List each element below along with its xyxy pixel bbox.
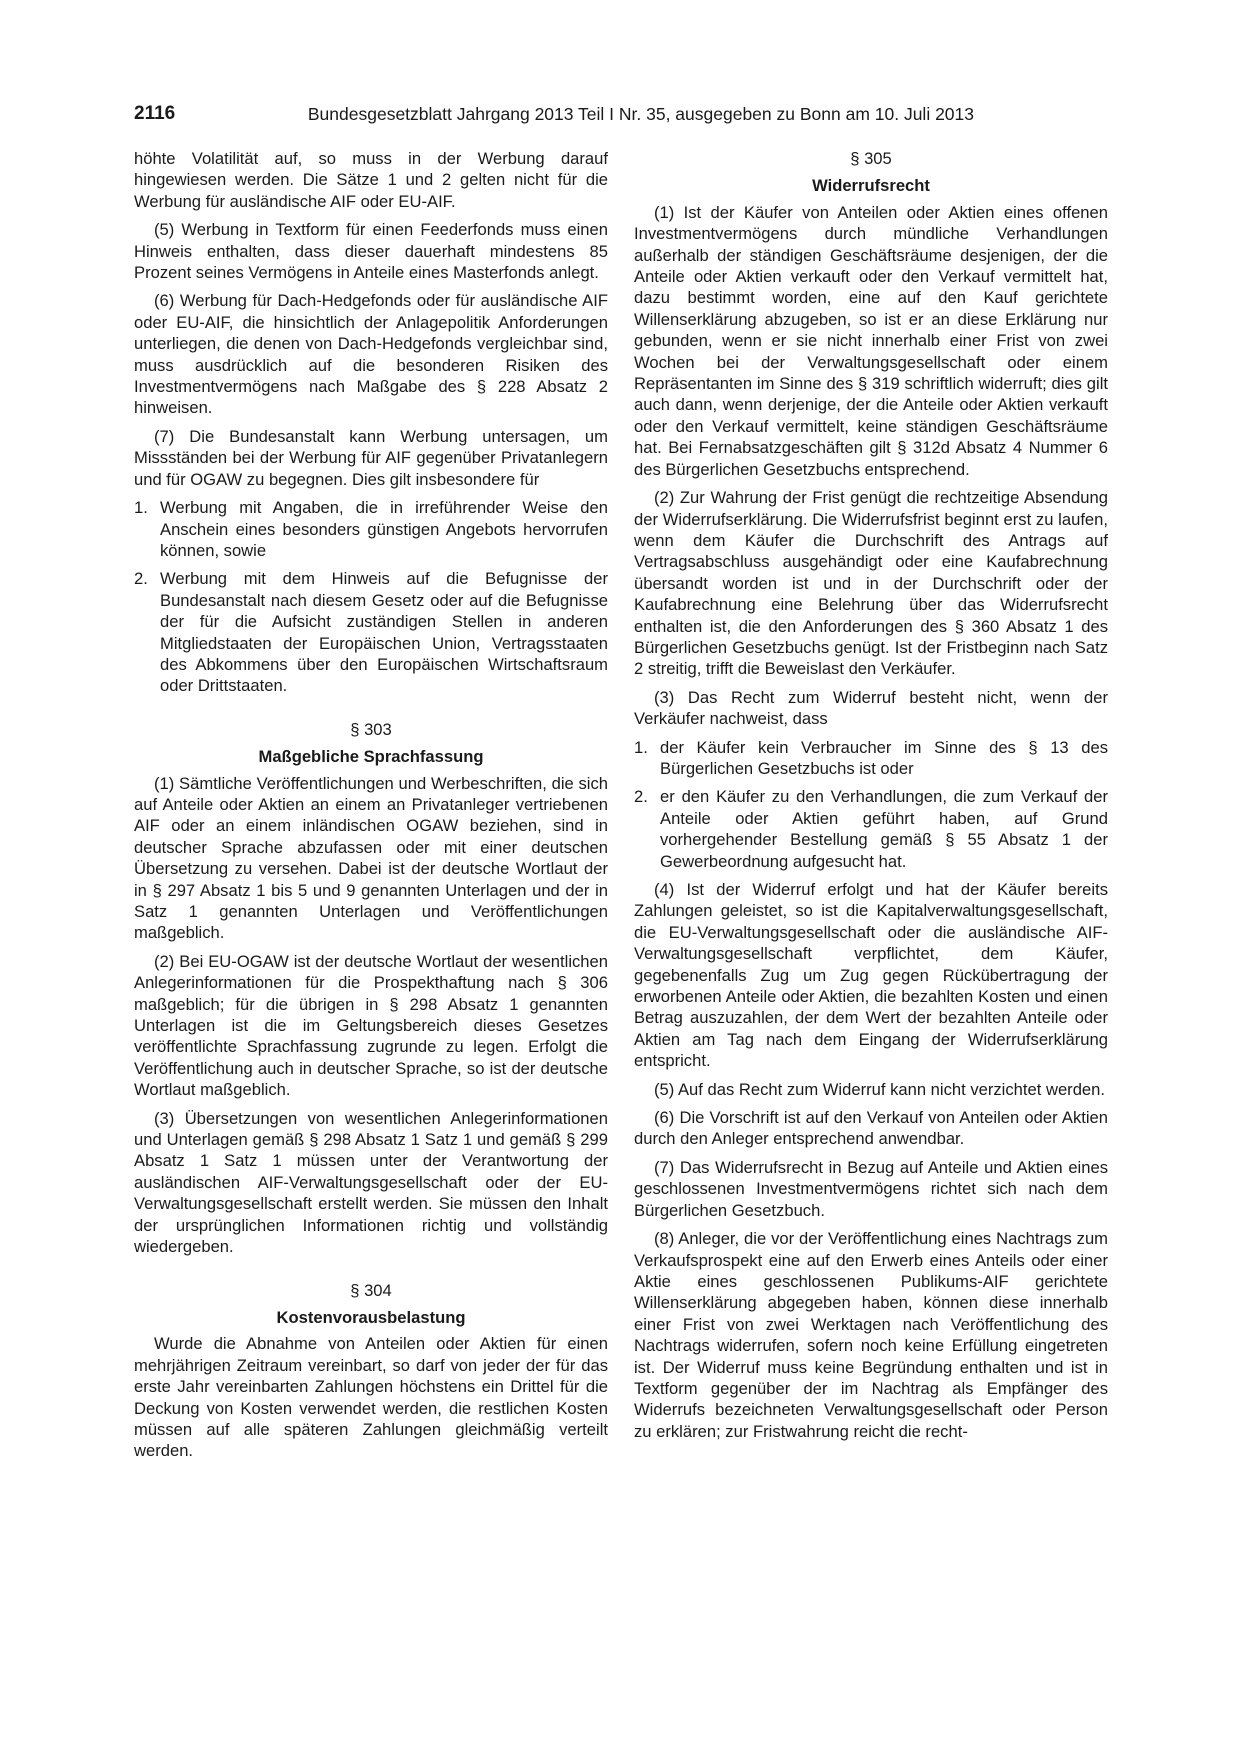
paragraph: (5) Werbung in Textform für einen Feederfonds muss einen Hinweis enthalten, dass dieser dauerhaft mindestens 85 Prozent seines Vermögens in Anteile eines Masterfonds anlegt.	[134, 220, 608, 283]
right-column	[634, 148, 1108, 1449]
paragraph: (1) Sämtliche Veröffentlichungen und Werbeschriften, die sich auf Anteile oder Aktien an einem an Privatanleger vertriebenen AIF oder an einem inländischen OGAW beziehen, sind in deutscher Sprache abzufassen oder mit einer deutschen Übersetzung zu versehen. Dabei ist der deutsche Wortlaut der in § 297 Absatz 1 bis 5 und 9 genannten Unterlagen und der in Satz 1 genannten Unterlagen und Veröffentlichungen maßgeblich.	[134, 773, 608, 943]
section-number: § 303	[350, 719, 392, 739]
page-header	[134, 100, 974, 128]
list-item	[634, 786, 1108, 872]
enumerated-list	[634, 737, 1108, 872]
section-number: § 304	[350, 1280, 392, 1300]
section-title: Kostenvorausbelastung	[276, 1307, 466, 1327]
list-text: der Käufer kein Verbraucher im Sinne des § 13 des Bürgerlichen Gesetzbuchs ist oder	[660, 737, 1108, 778]
paragraph: (7) Die Bundesanstalt kann Werbung untersagen, um Missständen bei der Werbung für AIF gegenüber Privatanlegern und für OGAW zu begegnen. Dies gilt insbesondere für	[134, 426, 608, 489]
list-text: Werbung mit Angaben, die in irreführender Weise den Anschein eines besonders günstigen Angebots hervorrufen können, sowie	[160, 498, 608, 560]
paragraph: (7) Das Widerrufsrecht in Bezug auf Anteile und Aktien eines geschlossenen Investmentvermögens richtet sich nach dem Bürgerlichen Gesetzbuch.	[634, 1157, 1108, 1220]
list-text: er den Käufer zu den Verhandlungen, die zum Verkauf der Anteile oder Aktien geführt haben, auf Grund vorhergehender Bestellung gemäß § 55 Absatz 1 der Gewerbeordnung aufgesucht hat.	[660, 787, 1108, 871]
header-title: Bundesgesetzblatt Jahrgang 2013 Teil I Nr. 35, ausgegeben zu Bonn am 10. Juli 2013	[307, 104, 974, 124]
list-item	[134, 497, 608, 561]
list-item	[634, 737, 1108, 780]
paragraph: (4) Ist der Widerruf erfolgt und hat der Käufer bereits Zahlungen geleistet, so ist die Kapitalverwaltungsgesellschaft, die EU-Verwaltungsgesellschaft oder die ausländische AIF-Verwaltungsgesellschaft verpflichtet, dem Käufer, gegebenenfalls Zug um Zug gegen Rückübertragung der erworbenen Anteile oder Aktien, die bezahlten Kosten und einen Betrag auszuzahlen, der dem Wert der bezahlten Anteile oder Aktien am Tag nach dem Eingang der Widerrufserklärung entspricht.	[634, 880, 1108, 1071]
list-number: 1.	[634, 737, 648, 757]
list-number: 2.	[634, 787, 648, 807]
list-text: Werbung mit dem Hinweis auf die Befugnisse der Bundesanstalt nach diesem Gesetz oder auf die Befugnisse der für die Aufsicht zuständigen Stellen in anderen Mitgliedstaaten der Europäischen Union, Vertragsstaaten des Abkommens über den Europäischen Wirtschaftsraum oder Drittstaaten.	[160, 569, 608, 696]
left-column	[134, 148, 608, 1469]
paragraph: (1) Ist der Käufer von Anteilen oder Aktien eines offenen Investmentvermögens durch mündliche Verhandlungen außerhalb der ständigen Geschäftsräume desjenigen, der die Anteile oder Aktien verkauft oder den Verkauf vermittelt hat, dazu bestimmt worden, eine auf den Kauf gerichtete Willenserklärung abzugeben, so ist er an diese Erklärung nur gebunden, wenn er sie nicht innerhalb einer Frist von zwei Wochen bei der Verwaltungsgesellschaft oder einem Repräsentanten im Sinne des § 319 schriftlich widerruft; dies gilt auch dann, wenn derjenige, der die Anteile oder Aktien verkauft oder den Verkauf vermittelt, keine ständigen Geschäftsräume hat. Bei Fernabsatzgeschäften gilt § 312d Absatz 4 Nummer 6 des Bürgerlichen Gesetzbuchs entsprechend.	[634, 202, 1108, 479]
enumerated-list	[134, 497, 608, 697]
section-title: Widerrufsrecht	[812, 176, 930, 196]
paragraph: (8) Anleger, die vor der Veröffentlichung eines Nachtrags zum Verkaufsprospekt eine auf den Erwerb eines Anteils oder einer Aktie eines geschlossenen Publikums-AIF gerichtete Willenserklärung abgegeben haben, können diese innerhalb einer Frist von zwei Werktagen nach Veröffentlichung des Nachtrags widerrufen, sofern noch keine Erfüllung eingetreten ist. Der Widerruf muss keine Begründung enthalten und ist in Textform gegenüber der im Nachtrag als Empfänger des Widerrufs bezeichneten Verwaltungsgesellschaft oder Person zu erklären; zur Fristwahrung reicht die recht-	[634, 1229, 1108, 1441]
paragraph: (2) Bei EU-OGAW ist der deutsche Wortlaut der wesentlichen Anlegerinformationen für die Prospekthaftung nach § 306 maßgeblich; für die übrigen in § 298 Absatz 1 genannten Unterlagen ist die im Geltungsbereich dieses Gesetzes veröffentlichte Sprachfassung zugrunde zu legen. Erfolgt die Veröffentlichung auch in deutscher Sprache, so ist der deutsche Wortlaut maßgeblich.	[134, 951, 608, 1100]
section-title: Maßgebliche Sprachfassung	[258, 747, 484, 767]
section-number: § 305	[850, 149, 892, 168]
paragraph: (6) Die Vorschrift ist auf den Verkauf von Anteilen oder Aktien durch den Anleger entsprechend anwendbar.	[634, 1108, 1108, 1149]
paragraph: (3) Übersetzungen von wesentlichen Anlegerinformationen und Unterlagen gemäß § 298 Absatz 1 Satz 1 und gemäß § 299 Absatz 1 Satz 1 müssen unter der Verantwortung der ausländischen AIF-Verwaltungsgesellschaft oder der EU-Verwaltungsgesellschaft erstellt werden. Sie müssen den Inhalt der ursprünglichen Informationen richtig und vollständig wiedergeben.	[134, 1108, 608, 1257]
list-item	[134, 568, 608, 696]
paragraph: (6) Werbung für Dach-Hedgefonds oder für ausländische AIF oder EU-AIF, die hinsichtlich der Anlagepolitik Anforderungen unterliegen, die denen von Dach-Hedgefonds vergleichbar sind, muss ausdrücklich auf die besonderen Risiken des Investmentvermögens nach Maßgabe des § 228 Absatz 2 hinweisen.	[134, 291, 608, 418]
paragraph: (3) Das Recht zum Widerruf besteht nicht, wenn der Verkäufer nachweist, dass	[634, 687, 1108, 729]
list-number: 2.	[134, 569, 148, 589]
paragraph: (2) Zur Wahrung der Frist genügt die rechtzeitige Absendung der Widerrufserklärung. Die Widerrufsfrist beginnt erst zu laufen, wenn dem Käufer die Durchschrift des Antrags auf Vertragsabschluss ausgehändigt oder eine Kaufabrechnung übersandt worden ist und in der Durchschrift oder der Kaufabrechnung eine Belehrung über das Widerrufsrecht enthalten ist, die den Anforderungen des § 360 Absatz 1 des Bürgerlichen Gesetzbuchs genügt. Ist der Fristbeginn nach Satz 2 streitig, trifft die Beweislast den Verkäufer.	[634, 488, 1108, 679]
paragraph: Wurde die Abnahme von Anteilen oder Aktien für einen mehrjährigen Zeitraum vereinbart, so darf von jeder der für das erste Jahr vereinbarten Zahlungen höchstens ein Drittel für die Deckung von Kosten verwendet werden, die restlichen Kosten müssen auf alle späteren Zahlungen gleichmäßig verteilt werden.	[134, 1334, 608, 1461]
list-number: 1.	[134, 498, 148, 518]
paragraph: (5) Auf das Recht zum Widerruf kann nicht verzichtet werden.	[654, 1079, 1105, 1099]
page-number: 2116	[134, 103, 176, 124]
continuation-paragraph: höhte Volatilität auf, so muss in der Werbung darauf hingewiesen werden. Die Sätze 1 und 2 gelten nicht für die Werbung für ausländische AIF oder EU-AIF.	[134, 149, 608, 211]
